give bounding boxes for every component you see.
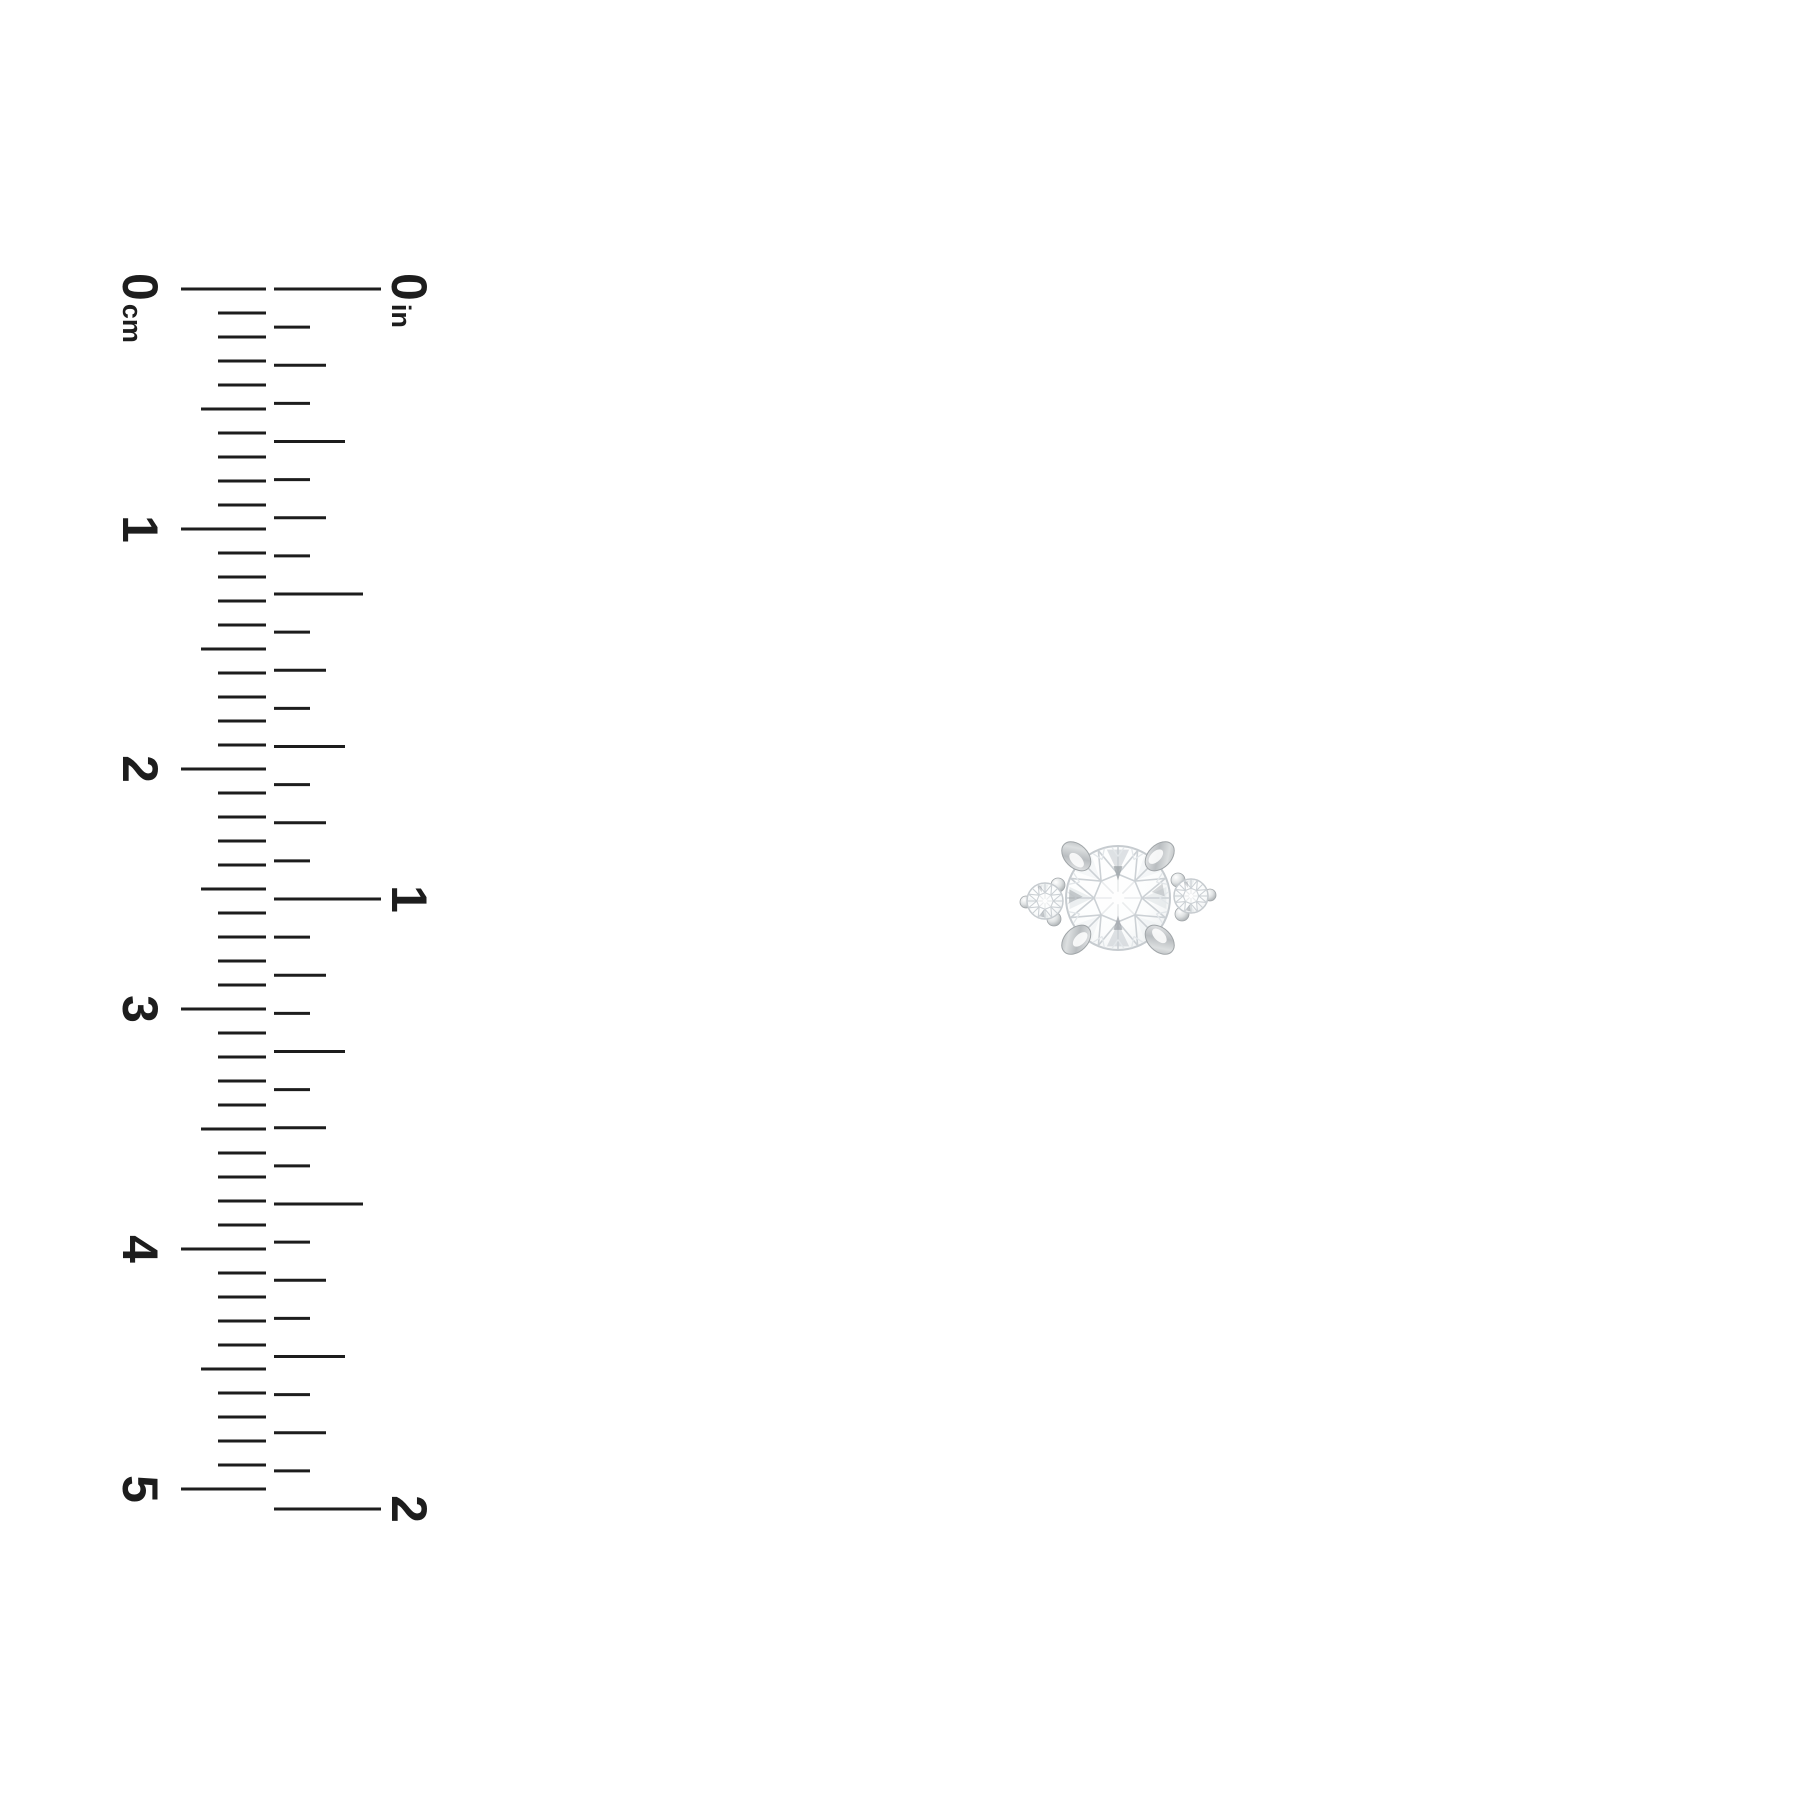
- inch-labels: [381, 273, 437, 1523]
- side-diamond-table: [1037, 893, 1054, 910]
- ruler: [112, 273, 437, 1523]
- side-diamond: [1027, 883, 1063, 919]
- side-stone-right: [1171, 873, 1216, 921]
- inch-label-1: 1: [381, 885, 437, 913]
- cm-scale: [181, 289, 266, 1489]
- cm-label-1: 1: [112, 515, 168, 543]
- inch-scale: [274, 289, 381, 1509]
- cm-label-3: 3: [112, 995, 168, 1023]
- inch-label-0: 0in: [381, 273, 437, 328]
- diamond-earring: [1020, 836, 1216, 960]
- inch-label-2: 2: [381, 1495, 437, 1523]
- cm-labels: [112, 273, 168, 1503]
- side-stone-left: [1020, 878, 1065, 926]
- side-diamond-table: [1183, 888, 1199, 904]
- center-diamond-table: [1094, 874, 1142, 922]
- side-diamond: [1174, 879, 1208, 913]
- cm-label-5: 5: [112, 1475, 168, 1503]
- cm-label-4: 4: [112, 1235, 168, 1263]
- cm-label-2: 2: [112, 755, 168, 783]
- cm-label-0: 0cm: [112, 273, 168, 343]
